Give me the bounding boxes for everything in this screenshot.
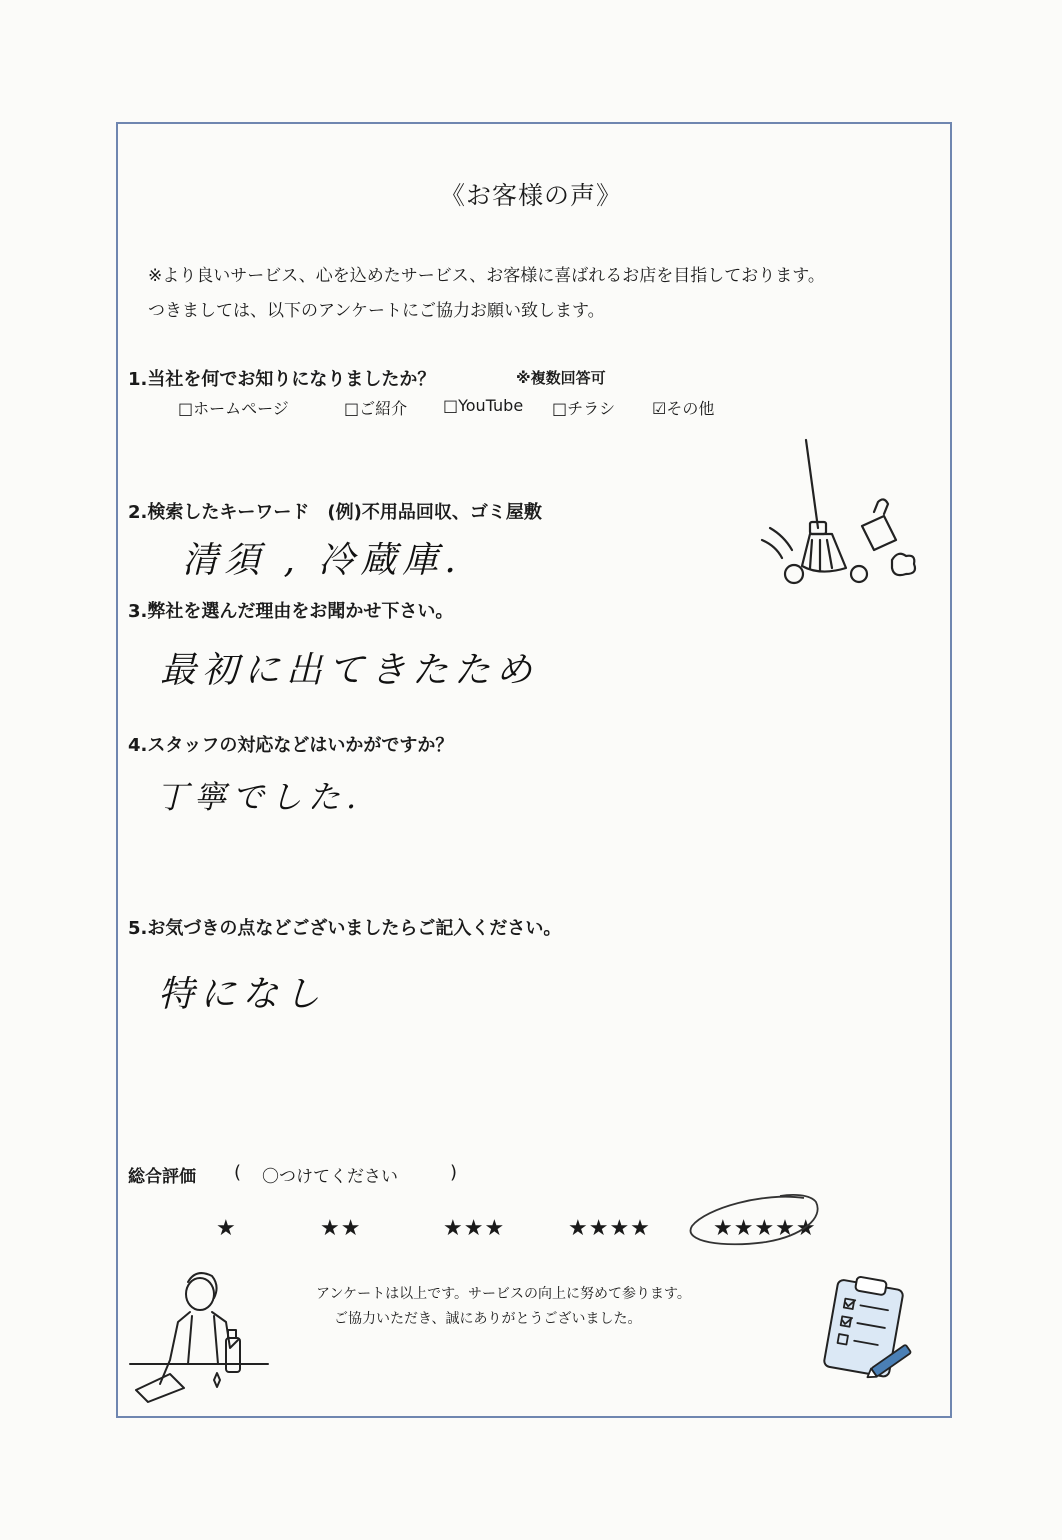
answer-2-handwriting: 清須 , 冷蔵庫. bbox=[182, 540, 462, 581]
question-2-label: 2.検索したキーワード (例)不用品回収、ゴミ屋敷 bbox=[128, 502, 542, 523]
option-referral[interactable]: □ご紹介 bbox=[344, 399, 408, 418]
intro-line-1: ※より良いサービス、心を込めたサービス、お客様に喜ばれるお店を目指しております。 bbox=[148, 266, 825, 286]
rating-2-stars[interactable]: ★★ bbox=[320, 1216, 362, 1241]
option-youtube[interactable]: □YouTube bbox=[443, 396, 524, 415]
answer-5-handwriting: 特になし bbox=[158, 974, 327, 1015]
intro-line-2: つきましては、以下のアンケートにご協力お願い致します。 bbox=[148, 301, 605, 321]
cleaning-person-icon bbox=[130, 1268, 272, 1406]
clipboard-checklist-icon bbox=[812, 1276, 916, 1386]
rating-paren-open: ( bbox=[234, 1162, 242, 1183]
rating-1-star[interactable]: ★ bbox=[216, 1216, 237, 1241]
option-homepage[interactable]: □ホームページ bbox=[178, 399, 289, 418]
survey-title: 《お客様の声》 bbox=[439, 181, 622, 210]
question-5-label: 5.お気づきの点などございましたらご記入ください。 bbox=[128, 918, 562, 939]
rating-hint: 〇つけてください bbox=[262, 1167, 398, 1187]
rating-label: 総合評価 bbox=[128, 1167, 196, 1187]
closing-line-1: アンケートは以上です。サービスの向上に努めて参ります。 bbox=[316, 1286, 691, 1302]
rating-paren-close: ) bbox=[450, 1162, 458, 1183]
rating-5-stars[interactable]: ★★★★★ bbox=[713, 1216, 817, 1241]
answer-3-handwriting: 最初に出てきたため bbox=[160, 650, 539, 691]
answer-4-handwriting: 丁寧でした. bbox=[156, 778, 363, 816]
rating-4-stars[interactable]: ★★★★ bbox=[568, 1216, 651, 1241]
multiple-answers-note: ※複数回答可 bbox=[516, 369, 606, 387]
question-4-label: 4.スタッフの対応などはいかがですか？ bbox=[128, 735, 454, 756]
closing-line-2: ご協力いただき、誠にありがとうございました。 bbox=[334, 1311, 642, 1327]
question-1-label: 1.当社を何でお知りになりましたか？ bbox=[128, 369, 436, 390]
rating-selection-circle bbox=[684, 1190, 826, 1254]
question-3-label: 3.弊社を選んだ理由をお聞かせ下さい。 bbox=[128, 601, 454, 622]
option-flyer[interactable]: □チラシ bbox=[552, 399, 616, 418]
rating-3-stars[interactable]: ★★★ bbox=[443, 1216, 506, 1241]
broom-dustpan-icon bbox=[754, 436, 924, 592]
option-other[interactable]: ☑その他 bbox=[652, 399, 715, 418]
